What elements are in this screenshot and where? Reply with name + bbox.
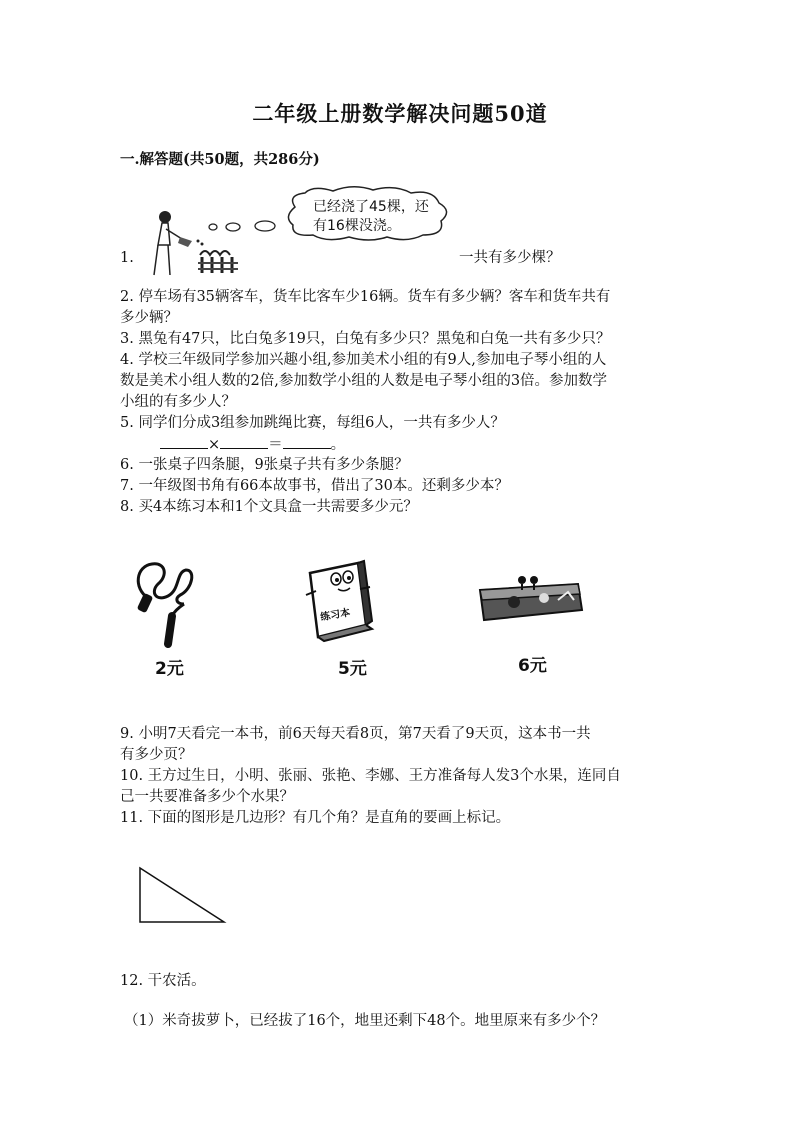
q5-equation: [160, 434, 345, 456]
q9-line1: 9. 小明7天看完一本书，前6天每天看8页，第7天看了9天页，这本书一共: [120, 726, 591, 742]
q5-times: ×: [208, 437, 221, 453]
q1-question: 一共有多少棵？: [459, 250, 561, 266]
q8-line1: 8. 买4本练习本和1个文具盒一共需要多少元？: [120, 499, 418, 515]
q7-line1: 7. 一年级图书角有66本故事书，借出了30本。还剩多少本？: [120, 478, 509, 494]
jump-rope-illustration: [128, 558, 198, 648]
pencil-box-price: 6元: [518, 656, 547, 676]
q3-line1: 3. 黑兔有47只，比白兔多19只，白兔有多少只？黑兔和白兔一共有多少只？: [120, 331, 611, 347]
q12-line1: 12. 干农活。: [120, 973, 206, 989]
section-heading: 一.解答题(共50题，共286分): [120, 151, 320, 168]
exercise-book-price: 5元: [338, 659, 367, 679]
q5-period: 。: [330, 437, 346, 453]
jump-rope-price: 2元: [155, 659, 184, 679]
q1-number: 1.: [120, 250, 134, 266]
q5-line1: 5. 同学们分成3组参加跳绳比赛，每组6人，一共有多少人？: [120, 415, 505, 431]
q2-line1: 2. 停车场有35辆客车，货车比客车少16辆。货车有多少辆？客车和货车共有: [120, 289, 611, 305]
q10-line1: 10. 王方过生日，小明、张丽、张艳、李娜、王方准备每人发3个水果，连同自: [120, 768, 621, 784]
q5-equals: ＝: [268, 437, 283, 453]
q1-bubble-text-line1: 已经浇了45棵，还: [313, 199, 429, 215]
exercise-book-illustration: [300, 555, 380, 645]
thought-bubble-dots: [205, 215, 290, 235]
q4-line3: 小组的有多少人？: [120, 394, 236, 410]
page-title: 二年级上册数学解决问题50道: [252, 101, 548, 126]
q4-line2: 数是美术小组人数的2倍,参加数学小组的人数是电子琴小组的3倍。参加数学: [120, 373, 608, 389]
q4-line1: 4. 学校三年级同学参加兴趣小组,参加美术小组的有9人,参加电子琴小组的人: [120, 352, 607, 368]
q10-line2: 己一共要准备多少个水果？: [120, 789, 294, 805]
q6-line1: 6. 一张桌子四条腿，9张桌子共有多少条腿？: [120, 457, 409, 473]
q11-line1: 11. 下面的图形是几边形？有几个角？是直角的要画上标记。: [120, 810, 511, 826]
q5-blank-1[interactable]: [160, 434, 208, 449]
pencil-box-illustration: [474, 570, 586, 626]
q2-line2: 多少辆？: [120, 310, 178, 326]
right-triangle-figure: [138, 866, 228, 926]
q5-blank-2[interactable]: [220, 434, 268, 449]
q12-sub1: （1）米奇拔萝卜，已经拔了16个，地里还剩下48个。地里原来有多少个？: [124, 1013, 606, 1029]
exercise-book-cover-text: 练习本: [319, 607, 352, 624]
q9-line2: 有多少页？: [120, 747, 193, 763]
q5-blank-3[interactable]: [283, 434, 331, 449]
q1-bubble-text-line2: 有16棵没浇。: [313, 218, 401, 234]
